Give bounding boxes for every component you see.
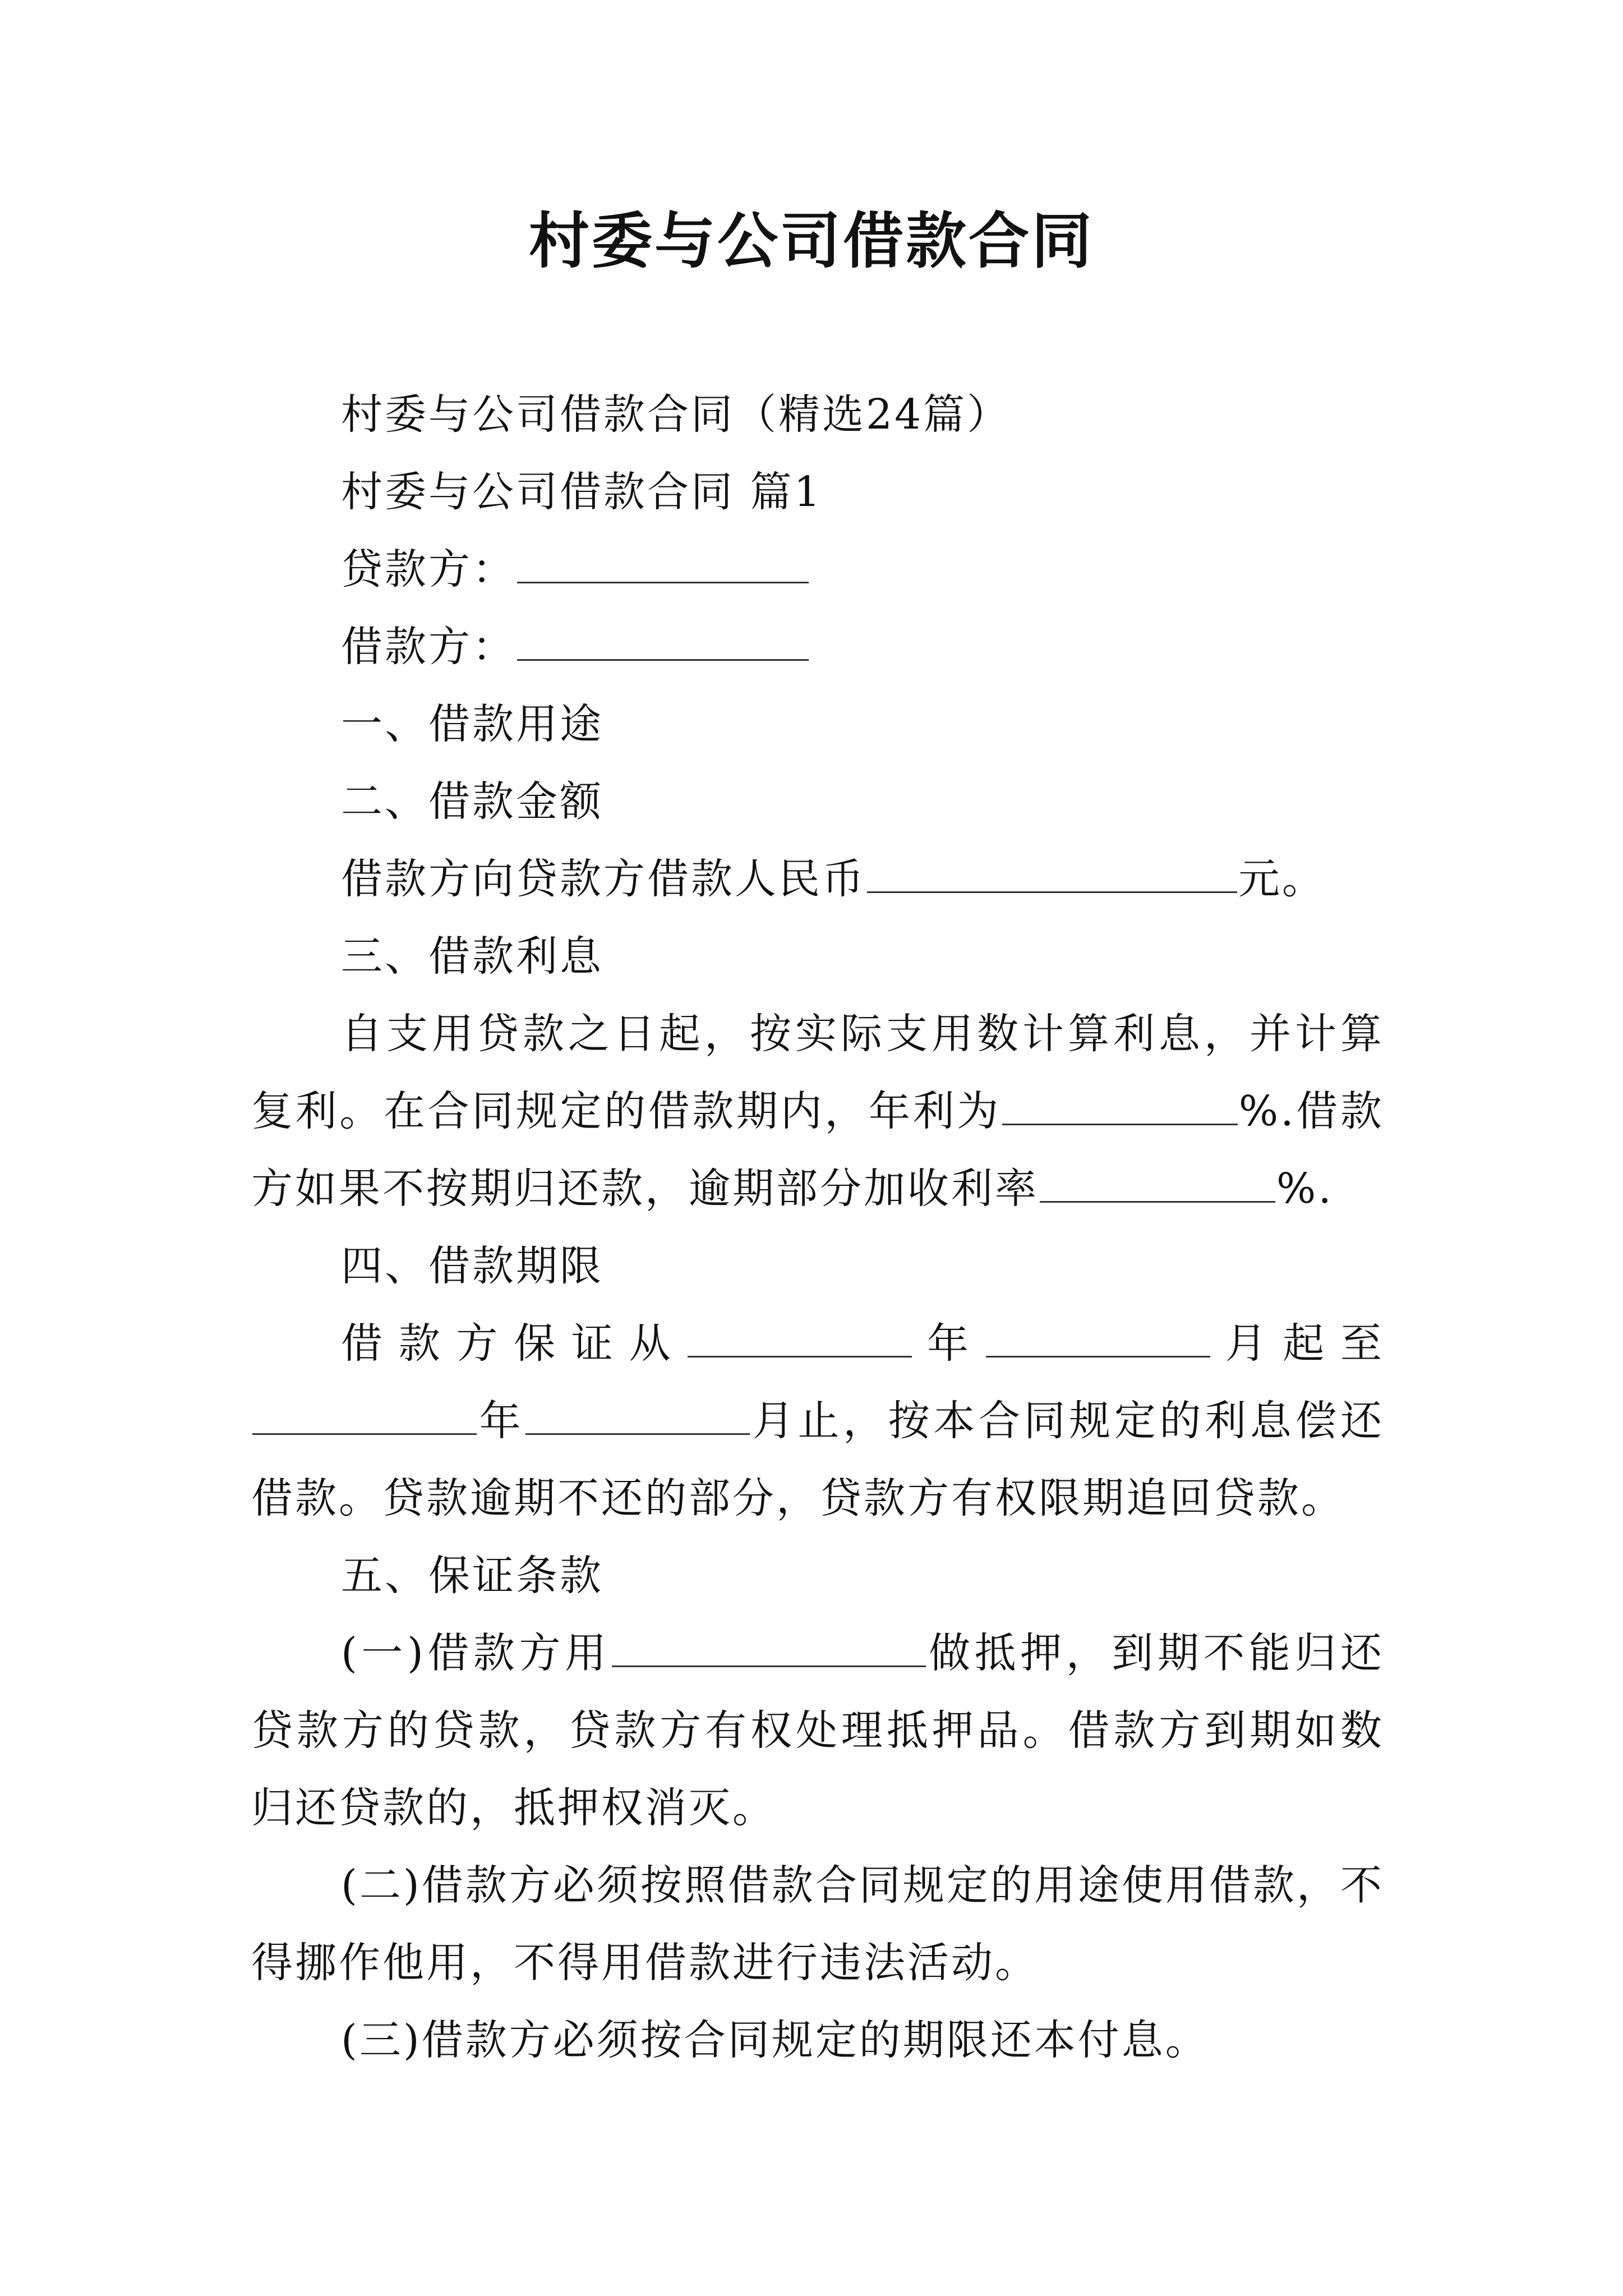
term-year-2: 年 bbox=[478, 1397, 525, 1445]
borrower-label: 借款方： bbox=[341, 623, 516, 671]
interest-part2: %.借款方如果不按期归还款，逾期部分加收利率 bbox=[251, 1087, 1384, 1213]
term-char: 证 bbox=[571, 1319, 615, 1368]
guarantee-3: (三)借款方必须按合同规定的期限还本付息。 bbox=[341, 2016, 1209, 2064]
term-char: 借 bbox=[341, 1319, 385, 1368]
term-line-rest bbox=[251, 1382, 1384, 1537]
term-char: 款 bbox=[398, 1319, 442, 1368]
section-heading: 村委与公司借款合同 篇1 bbox=[341, 468, 823, 516]
guarantee-1-prefix: (一)借款方用 bbox=[341, 1629, 611, 1677]
borrower-blank bbox=[517, 623, 809, 661]
term-char: 方 bbox=[456, 1319, 500, 1368]
overdue-rate-blank bbox=[1040, 1165, 1275, 1203]
interest-part1: 自支用贷款之日起，按实际支用数计算利息，并计算复利。在合同规定的借款期内，年利为 bbox=[251, 1010, 1384, 1135]
term-char: 至 bbox=[1340, 1319, 1384, 1368]
lender-line bbox=[251, 531, 1384, 608]
item-amount: 二、借款金额 bbox=[341, 777, 603, 826]
start-year-blank bbox=[688, 1320, 912, 1358]
item-interest: 三、借款利息 bbox=[341, 932, 603, 981]
collateral-blank bbox=[612, 1630, 926, 1667]
amount-blank bbox=[867, 855, 1237, 893]
item-term: 四、借款期限 bbox=[341, 1242, 603, 1290]
guarantee-2: (二)借款方必须按照借款合同规定的用途使用借款，不得挪作他用，不得用借款进行违法活动。 bbox=[251, 1861, 1384, 1987]
term-char: 起 bbox=[1283, 1319, 1327, 1368]
term-char: 从 bbox=[629, 1319, 673, 1368]
term-char: 月 bbox=[1225, 1319, 1269, 1368]
term-rest-text: 月止，按本合同规定的利息偿还借款。贷款逾期不还的部分，贷款方有权限期追回贷款。 bbox=[251, 1397, 1384, 1522]
term-line-1 bbox=[251, 1305, 1384, 1382]
amount-suffix: 元。 bbox=[1238, 855, 1326, 903]
lender-blank bbox=[517, 546, 809, 583]
start-month-blank bbox=[986, 1320, 1210, 1358]
item-guarantee: 五、保证条款 bbox=[341, 1552, 603, 1600]
interest-paragraph bbox=[251, 995, 1384, 1227]
annual-rate-blank bbox=[1002, 1088, 1238, 1125]
amount-prefix: 借款方向贷款方借款人民币 bbox=[341, 855, 866, 903]
term-char: 保 bbox=[514, 1319, 558, 1368]
term-char: 年 bbox=[927, 1319, 971, 1368]
document-subtitle: 村委与公司借款合同（精选24篇） bbox=[341, 390, 1011, 439]
end-month-blank bbox=[525, 1397, 750, 1435]
document-title: 村委与公司借款合同 bbox=[528, 206, 1094, 277]
guarantee-1 bbox=[251, 1614, 1384, 1847]
amount-line bbox=[251, 840, 1384, 918]
borrower-line bbox=[251, 608, 1384, 685]
guarantee-1-rest: 做抵押，到期不能归还贷款方的贷款，贷款方有权处理抵押品。借款方到期如数归还贷款的，抵押权消灭。 bbox=[251, 1629, 1385, 1832]
term-paragraph bbox=[251, 1305, 1384, 1537]
end-year-blank bbox=[252, 1397, 477, 1435]
interest-part3: %. bbox=[1276, 1165, 1334, 1213]
lender-label: 贷款方： bbox=[341, 545, 516, 593]
item-purpose: 一、借款用途 bbox=[341, 700, 603, 748]
